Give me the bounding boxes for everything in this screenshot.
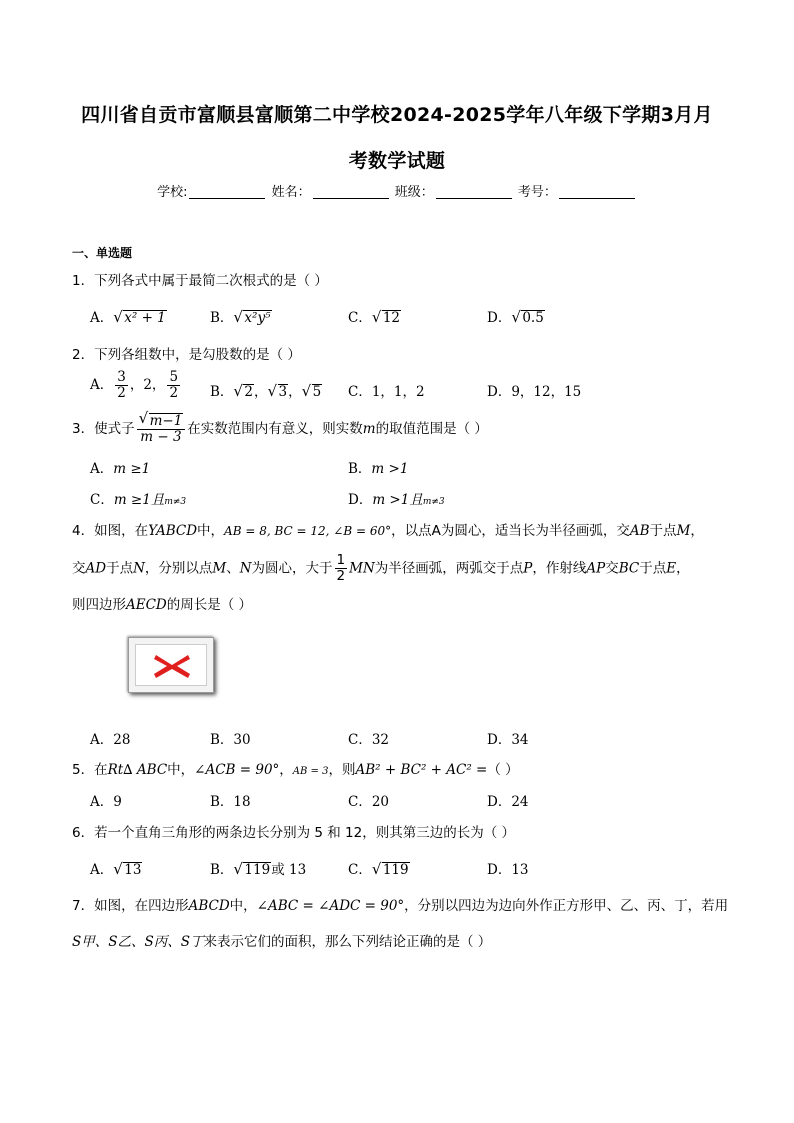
q6-option-d: D．13 xyxy=(487,862,529,878)
q5-stem xyxy=(72,758,519,778)
q3-a-expr: m ≥1 xyxy=(113,461,151,477)
q3-num-sqrt xyxy=(139,413,184,429)
q3-num-rad: m−1 xyxy=(149,413,183,429)
q3-b-expr: m >1 xyxy=(371,461,409,477)
q6-option-a xyxy=(90,858,142,878)
q4-l1-b: 中， xyxy=(197,523,225,539)
q6-option-b xyxy=(210,858,306,878)
q1-stem: 1．下列各式中属于最简二次根式的是（ ） xyxy=(72,273,328,289)
broken-image-x-icon xyxy=(150,646,194,684)
q7-l1-a: 7．如图，在四边形 xyxy=(72,898,189,914)
q4-l1-d: 于点 xyxy=(649,523,677,539)
q4-l2-frac xyxy=(335,553,348,584)
q5-expr: AB² + BC² + AC² = xyxy=(355,762,488,778)
q4-l2-m: M xyxy=(212,560,227,577)
q1-c-label: C． xyxy=(348,310,372,326)
q7-l1-c: ，分别以四边为边向外作正方形甲、乙、丙、丁，若用 xyxy=(404,898,729,914)
q4-line2 xyxy=(72,553,690,584)
q4-option-d: D．34 xyxy=(487,732,529,748)
q2-a-frac1 xyxy=(115,370,128,401)
q5-option-a: A．9 xyxy=(90,794,122,810)
q2-b-rad3: 5 xyxy=(312,384,322,400)
q3-var: m xyxy=(362,421,376,437)
q6-a-label: A． xyxy=(90,862,114,878)
q3-suffix-post: 的取值范围是（ ） xyxy=(375,421,488,437)
q4-l3-b: 的周长是（ ） xyxy=(166,597,253,613)
q4-l2-bc: BC xyxy=(618,560,640,577)
q7-l1-cond: ∠ABC = ∠ADC = 90° xyxy=(256,898,405,914)
q4-l1-m: M xyxy=(676,523,691,539)
q7-l1-abcd: ABCD xyxy=(188,898,230,914)
q2-a-frac2 xyxy=(167,370,180,401)
q6-c-label: C． xyxy=(348,862,372,878)
q3-option-c xyxy=(90,488,186,508)
q3-frac xyxy=(137,413,186,445)
q1-a-sqrt xyxy=(113,310,167,326)
name-label: 姓名： xyxy=(271,185,311,200)
q2-option-c: C．1，1，2 xyxy=(348,384,425,400)
school-label: 学校: xyxy=(157,185,188,200)
q5-angle: ∠ACB = 90° xyxy=(194,762,280,778)
q5-b: 中， xyxy=(167,762,195,778)
q2-a-frac1-num: 3 xyxy=(117,369,126,385)
q4-l2-p: P xyxy=(523,560,533,577)
q1-b-label: B． xyxy=(210,310,234,326)
q3-suffix-pre: 在实数范围内有意义，则实数 xyxy=(187,421,363,437)
class-blank xyxy=(436,185,512,199)
q3-frac-den: m − 3 xyxy=(140,429,182,445)
q4-option-b: B．30 xyxy=(210,732,251,748)
q6-b-label: B． xyxy=(210,862,234,878)
q5-d: ，则 xyxy=(328,762,356,778)
q4-l2-g: ，作射线 xyxy=(532,560,587,577)
q2-b-rad1: 2 xyxy=(244,384,254,400)
q5-option-d: D．24 xyxy=(487,794,529,810)
q6-stem: 6．若一个直角三角形的两条边长分别为 5 和 12，则其第三边的长为（ ） xyxy=(72,825,516,841)
q4-l2-h: 交 xyxy=(605,560,619,577)
q2-b-sqrt2 xyxy=(268,384,289,400)
q3-d-label: D． xyxy=(348,492,373,508)
q1-b-sqrt xyxy=(233,310,271,326)
q4-l2-frac-num: 1 xyxy=(336,552,346,568)
q3-b-label: B． xyxy=(348,461,372,477)
q1-c-sqrt xyxy=(372,310,401,326)
name-blank xyxy=(313,185,389,199)
q4-l2-a: 交 xyxy=(72,560,86,577)
number-blank xyxy=(559,185,635,199)
q1-option-a xyxy=(90,306,167,326)
q2-option-a xyxy=(90,370,182,401)
q4-option-c: C．32 xyxy=(348,732,390,748)
q1-option-c xyxy=(348,306,401,326)
q4-l1-par: YABCD xyxy=(148,523,198,539)
q1-c-rad: 12 xyxy=(382,310,401,326)
q6-a-sqrt xyxy=(113,862,142,878)
q1-option-b xyxy=(210,306,272,326)
q1-b-rad: x²y⁵ xyxy=(244,310,271,326)
number-label: 考号： xyxy=(517,185,557,200)
exam-title-line1: 四川省自贡市富顺县富顺第二中学校2024-2025学年八年级下学期3月月 xyxy=(81,104,713,126)
q6-b-suffix: 或 13 xyxy=(271,862,307,878)
q2-b-sep1: ， xyxy=(254,384,268,400)
section-title: 一、单选题 xyxy=(72,246,133,260)
student-info-row xyxy=(0,181,794,200)
q4-l2-e: 为圆心，大于 xyxy=(251,560,333,577)
q4-l2-frac-den: 2 xyxy=(336,568,346,584)
q4-l2-ap: AP xyxy=(586,560,606,577)
q3-c-label: C． xyxy=(90,492,114,508)
q2-stem: 2．下列各组数中，是勾股数的是（ ） xyxy=(72,347,301,363)
q2-a-frac1-den: 2 xyxy=(117,385,126,401)
q4-l2-j: ， xyxy=(676,560,690,577)
broken-image-placeholder xyxy=(128,637,214,693)
q6-b-sqrt xyxy=(233,862,271,878)
q1-d-sqrt xyxy=(511,310,544,326)
q4-l1-c: ，以点A为圆心，适当长为半径画弧，交 xyxy=(391,523,630,539)
q3-option-b xyxy=(348,457,408,477)
q7-line1 xyxy=(72,894,728,914)
q5-e: （ ） xyxy=(487,762,519,778)
q7-l2-s: S甲、S乙、S丙、S丁 xyxy=(72,934,204,950)
q4-l2-n: N xyxy=(133,560,145,577)
q6-a-rad: 13 xyxy=(124,862,142,878)
exam-title-line2: 考数学试题 xyxy=(348,150,446,172)
q6-b-rad: 119 xyxy=(244,862,271,878)
q3-c-small: m≠3 xyxy=(164,497,187,507)
q6-c-sqrt xyxy=(372,862,410,878)
q5-option-b: B．18 xyxy=(210,794,251,810)
q4-l1-e: ， xyxy=(690,523,704,539)
q4-l2-mn: MN xyxy=(349,560,375,577)
q3-prefix: 3．使式子 xyxy=(72,421,135,437)
q3-c-expr: m ≥1且 xyxy=(113,492,165,508)
q4-l2-e2: E xyxy=(666,560,677,577)
q4-line1 xyxy=(72,519,704,539)
q4-l3-a: 则四边形 xyxy=(72,597,126,613)
q5-rt: Rt∆ ABC xyxy=(107,762,168,778)
q6-c-rad: 119 xyxy=(382,862,409,878)
q4-l2-n2: N xyxy=(239,560,252,577)
q7-l1-b: 中， xyxy=(229,898,257,914)
q1-d-rad: 0.5 xyxy=(522,310,544,326)
q4-l2-i: 于点 xyxy=(639,560,667,577)
q4-l1-ab: AB xyxy=(629,523,650,539)
q1-option-d xyxy=(487,306,545,326)
q2-b-sqrt1 xyxy=(233,384,254,400)
school-blank xyxy=(189,185,265,199)
q4-option-a: A．28 xyxy=(90,732,131,748)
q1-a-label: A． xyxy=(90,310,114,326)
q5-ab: AB = 3 xyxy=(292,766,329,777)
q2-b-rad2: 3 xyxy=(278,384,288,400)
q5-option-c: C．20 xyxy=(348,794,390,810)
class-label: 班级： xyxy=(394,185,434,200)
q7-line2 xyxy=(72,930,491,950)
q3-option-d xyxy=(348,488,445,508)
q2-a-mid: ，2， xyxy=(129,377,166,393)
q3-a-label: A． xyxy=(90,461,114,477)
q2-option-d: D．9，12，15 xyxy=(487,384,582,400)
q3-d-expr: m >1且 xyxy=(372,492,423,508)
q3-d-small: m≠3 xyxy=(422,497,445,507)
q2-a-label: A． xyxy=(90,377,114,393)
q6-option-c xyxy=(348,858,410,878)
q3-stem xyxy=(72,413,488,445)
q2-a-frac2-num: 5 xyxy=(169,369,179,385)
q2-b-sqrt3 xyxy=(302,384,323,400)
q7-l2-a: 来表示它们的面积，那么下列结论正确的是（ ） xyxy=(203,934,492,950)
q3-frac-num xyxy=(137,413,186,430)
q1-a-rad: x² + 1 xyxy=(124,310,166,326)
q5-a: 5．在 xyxy=(72,762,108,778)
q4-l1-a: 4．如图，在 xyxy=(72,523,149,539)
q2-b-sep2: ， xyxy=(288,384,302,400)
q4-l2-c: ，分别以点 xyxy=(144,560,213,577)
q4-line3 xyxy=(72,593,252,613)
q2-b-label: B． xyxy=(210,384,234,400)
q2-option-b xyxy=(210,380,322,400)
q4-l2-ad: AD xyxy=(85,560,107,577)
q5-c: ， xyxy=(279,762,293,778)
q2-a-frac2-den: 2 xyxy=(169,385,179,401)
q4-l1-cond: AB = 8, BC = 12, ∠B = 60° xyxy=(224,524,392,538)
q4-l3-aecd: AECD xyxy=(126,597,167,613)
q4-l2-f: 为半径画弧，两弧交于点 xyxy=(374,560,524,577)
q1-d-label: D． xyxy=(487,310,512,326)
q4-l2-b: 于点 xyxy=(106,560,134,577)
q4-l2-d: 、 xyxy=(226,560,240,577)
q3-option-a xyxy=(90,457,150,477)
